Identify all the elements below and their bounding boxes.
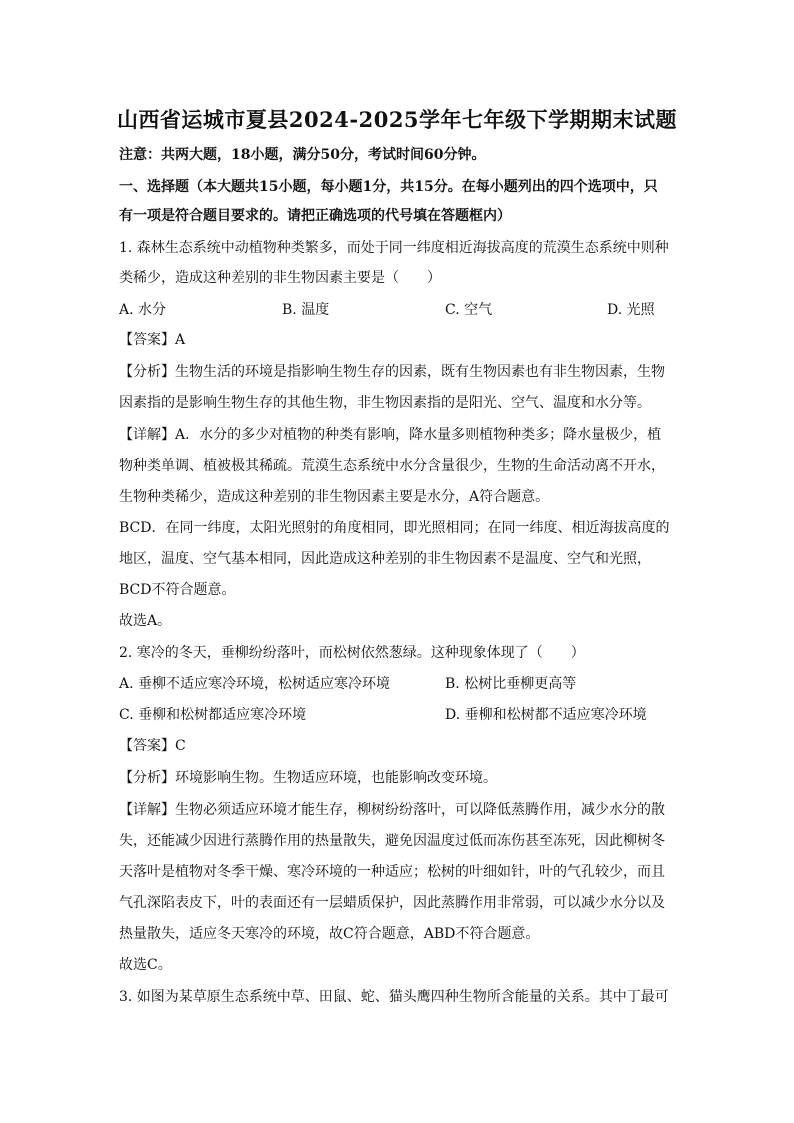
q1-detail-line-2: 物种类单调、植被极其稀疏。荒漠生态系统中水分含量很少，生物的生命活动离不开水， — [119, 458, 665, 474]
q2-answer: 【答案】C — [119, 738, 186, 754]
q2-detail-line-4: 气孔深陷表皮下，叶的表面还有一层蜡质保护，因此蒸腾作用非常弱，可以减少水分以及 — [119, 895, 665, 911]
q2-option-b: B. 松树比垂柳更高等 — [445, 676, 577, 692]
q1-answer: 【答案】A — [119, 332, 186, 348]
q1-detail-line-4: BCD．在同一纬度，太阳光照射的角度相同，即光照相同；在同一纬度、相近海拔高度的 — [119, 520, 670, 536]
q2-option-d: D. 垂柳和松树都不适应寒冷环境 — [445, 707, 647, 723]
q2-option-a: A. 垂柳不适应寒冷环境，松树适应寒冷环境 — [119, 676, 391, 692]
q1-stem-line-2: 类稀少，造成这种差别的非生物因素主要是（ ） — [119, 270, 441, 286]
q1-detail-line-1: 【详解】A．水分的多少对植物的种类有影响，降水量多则植物种类多；降水量极少，植 — [119, 427, 662, 443]
q2-analysis: 【分析】环境影响生物。生物适应环境，也能影响改变环境。 — [119, 770, 497, 786]
q3-stem-line-1: 3. 如图为某草原生态系统中草、田鼠、蛇、猫头鹰四种生物所含能量的关系。其中丁最可 — [119, 989, 669, 1005]
q1-detail-line-5: 地区，温度、空气基本相同，因此造成这种差别的非生物因素不是温度、空气和光照， — [119, 551, 651, 567]
q2-detail-line-3: 天落叶是植物对冬季干燥、寒冷环境的一种适应；松树的叶细如针，叶的气孔较少，而且 — [119, 864, 665, 880]
q1-analysis-line-1: 【分析】生物生活的环境是指影响生物生存的因素，既有生物因素也有非生物因素，生物 — [119, 364, 665, 380]
exam-notice: 注意：共两大题，18小题，满分50分，考试时间60分钟。 — [119, 147, 486, 163]
q1-option-d: D. 光照 — [607, 302, 655, 318]
q2-option-c: C. 垂柳和松树都适应寒冷环境 — [119, 707, 307, 723]
q2-stem: 2. 寒冷的冬天，垂柳纷纷落叶，而松树依然葱绿。这种现象体现了（ ） — [119, 645, 585, 661]
q1-option-a: A. 水分 — [119, 302, 167, 318]
q1-stem-line-1: 1. 森林生态系统中动植物种类繁多，而处于同一纬度相近海拔高度的荒漠生态系统中则种 — [119, 240, 669, 256]
q2-detail-line-2: 失，还能减少因进行蒸腾作用的热量散失，避免因温度过低而冻伤甚至冻死，因此柳树冬 — [119, 833, 665, 849]
q2-detail-line-5: 热量散失，适应冬天寒冷的环境，故C符合题意，ABD不符合题意。 — [119, 926, 540, 942]
q1-analysis-line-2: 因素指的是影响生物生存的其他生物，非生物因素指的是阳光、空气、温度和水分等。 — [119, 395, 651, 411]
section-heading-line-2: 有一项是符合题目要求的。请把正确选项的代号填在答题框内） — [119, 208, 511, 224]
q1-conclusion: 故选A。 — [119, 613, 172, 629]
q1-detail-line-3: 生物种类稀少，造成这种差别的非生物因素主要是水分，A符合题意。 — [119, 489, 550, 505]
q1-detail-line-6: BCD不符合题意。 — [119, 582, 236, 598]
section-heading-line-1: 一、选择题（本大题共15小题，每小题1分，共15分。在每小题列出的四个选项中，只 — [119, 179, 658, 195]
q2-conclusion: 故选C。 — [119, 957, 172, 973]
page-title: 山西省运城市夏县2024-2025学年七年级下学期期末试题 — [116, 107, 678, 132]
q2-detail-line-1: 【详解】生物必须适应环境才能生存，柳树纷纷落叶，可以降低蒸腾作用，减少水分的散 — [119, 802, 665, 818]
q1-option-c: C. 空气 — [445, 302, 493, 318]
q1-option-b: B. 温度 — [282, 302, 330, 318]
